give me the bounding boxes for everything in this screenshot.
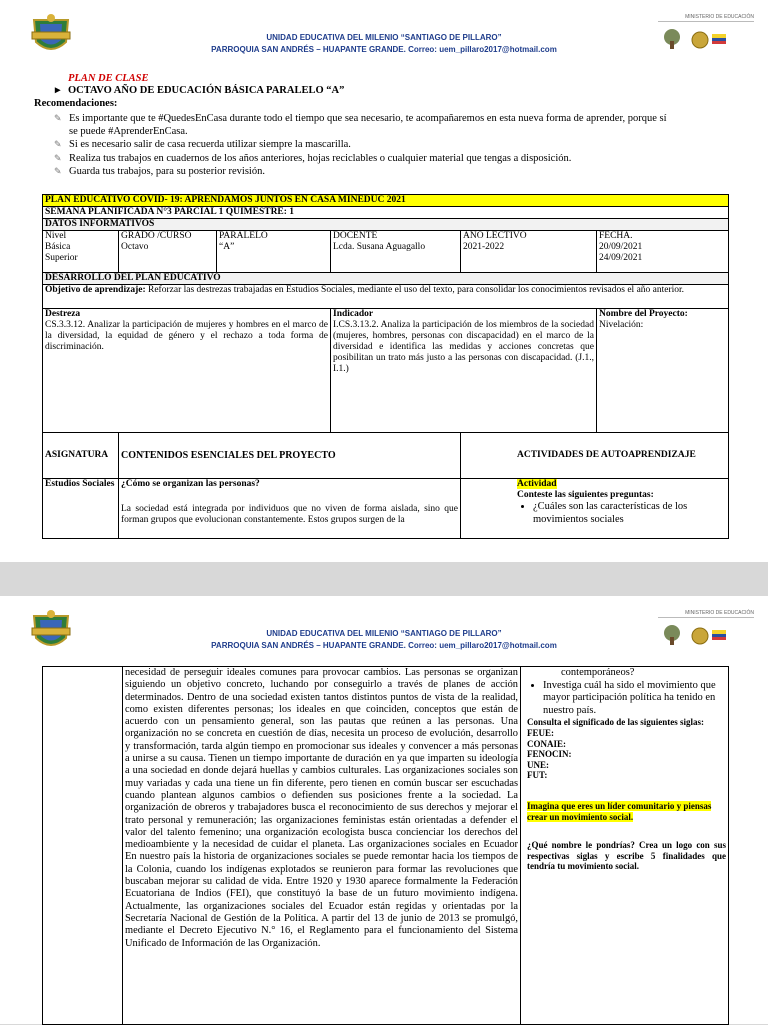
actividades-continued (521, 667, 729, 1025)
nivel-cell (43, 231, 119, 273)
asignatura-empty-cell (43, 667, 123, 1025)
indicador-text: I.CS.3.13.2. Analiza la participación de los miembros de la sociedad (mujeres, hombres, personas con discapacidad) en el marco de la diversidad e identifica las medidas y acciones concretas que posibilitan un trato más justo a las personas con discapacidad. (J.1., I.1.) (333, 320, 594, 374)
contenido-question: ¿Cómo se organizan las personas? (121, 479, 260, 489)
fecha-cell (597, 231, 729, 273)
plan-subtitle: OCTAVO AÑO DE EDUCACIÓN BÁSICA PARALELO “A” (68, 85, 345, 96)
contenido-continued: necesidad de perseguir ideales comunes para provocar cambios. Las personas se organizan siguiendo un objetivo concreto, luchando por conseguirlo a través de planes de acción determinados. Dentro de una sociedad existen tantos distintos puntos de vista de la realidad, como existen diferentes personas; los ideales en que coinciden, conceptos que están de acuerdo con un pensamiento general, son las pautas que reúnen a las personas. Una organización no se concreta en cuestión de días, necesita un proceso de evolución, desarrollo y transformación, tarda algún tiempo en promocionar sus ideales y convencer a más personas a unirse a su causa. Tienen un tiempo importante de duración en ya que imparten su ideología a una sociedad en donde dejará huellas y cambios culturales. Las organizaciones sociales son muy variadas y cada una tiene un fin diferente, pero tienen en común buscar ser escuchadas cuando plantean algunos cambios o defienden sus posiciones frente a la sociedad. La organización de obreros y trabajadores busca el reconocimiento de sus derechos y mejorar el trato personal y remuneración; las organizaciones feministas están orientadas a defender el valor del talento femenino; una organización ecologista busca concienciar los derechos del medioambiente y la necesidad de cuidar el planeta. Las organizaciones sociales en Ecuador En nuestro país la historia de organizaciones sociales se puede remontar hacia los tiempos de la Colonia, cuando los indígenas explotados se reunieron para formar las revoluciones que buscaban mejorar su calidad de vida. Entre 1920 y 1930 aparece formalmente la Federación Ecuatoriana de Indios (FEI), que constituyó la base de un futuro movimiento indígena. Actualmente, las organizaciones sociales del Ecuador están regidas y orientadas por la Secretaría Nacional de Gestión de la Política. A partir del 13 de junio de 2013 se promulgó, mediante el Decreto Ejecutivo N.° 16, el Reglamento para el funcionamiento del Sistema Unificado de Información de las Organización. (123, 667, 521, 1025)
national-seal-icon (690, 624, 728, 648)
contenido-cell (119, 479, 461, 539)
actividad-label: Actividad (517, 479, 557, 489)
consulta-label: Consulta el significado de las siguientes siglas: (527, 717, 705, 728)
question-item: • Investiga cuál ha sido el movimiento que mayor participación política ha tenido en nuestro país. (543, 680, 726, 718)
question-item: • ¿Cuáles son las características de los movimientos sociales (533, 501, 726, 526)
fecha-label: FECHA. (599, 231, 633, 241)
proyecto-cell (597, 309, 729, 433)
sigla-item: CONAIE: (527, 738, 567, 749)
document-page-2 (0, 596, 768, 1024)
pencil-icon: ✎ (54, 153, 62, 163)
objetivo-cell (43, 285, 729, 309)
header-address: PARROQUIA SAN ANDRÉS – HUAPANTE GRANDE. Correo: uem_pillaro2017@hotmail.com (211, 641, 557, 650)
tree-seal-icon (658, 623, 686, 647)
grado-value: Octavo (121, 242, 149, 252)
anio-cell (461, 231, 597, 273)
divider (658, 617, 754, 618)
nivel-value: Superior (45, 253, 78, 263)
proyecto-value: Nivelación: (599, 320, 644, 330)
lesson-plan-table-continued (42, 666, 729, 1025)
paralelo-cell (217, 231, 331, 273)
asignatura-header: ASIGNATURA (43, 433, 119, 479)
docente-cell (331, 231, 461, 273)
destreza-label: Destreza (45, 309, 81, 319)
plan-title: PLAN DE CLASE (68, 73, 149, 84)
sigla-item: FUT: (527, 770, 548, 781)
recommendation-item: Guarda tus trabajos, para su posterior revisión. (69, 166, 265, 177)
pencil-icon: ✎ (54, 113, 62, 123)
destreza-cell (43, 309, 331, 433)
paralelo-value: “A” (219, 242, 235, 252)
destreza-text: CS.3.3.12. Analizar la participación de mujeres y hombres en el marco de la diversidad, la equidad de género y el rechazo a toda forma de discriminación. (45, 320, 328, 352)
paralelo-label: PARALELO (219, 231, 268, 241)
divider (658, 21, 754, 22)
actividades-cell (461, 479, 729, 539)
anio-value: 2021-2022 (463, 242, 505, 252)
header-school-name: UNIDAD EDUCATIVA DEL MILENIO “SANTIAGO DE PILLARO” (266, 33, 502, 42)
header-school-name: UNIDAD EDUCATIVA DEL MILENIO “SANTIAGO DE PILLARO” (266, 629, 502, 638)
national-seal-icon (690, 28, 728, 52)
pencil-icon: ✎ (54, 166, 62, 176)
datos-informativos: DATOS INFORMATIVOS (43, 219, 729, 231)
indicador-label: Indicador (333, 309, 374, 319)
recommendations-heading: Recomendaciones: (34, 98, 118, 109)
nivel-value: Básica (45, 242, 71, 252)
contenidos-header: CONTENIDOS ESENCIALES DEL PROYECTO (119, 433, 461, 479)
semana-row: SEMANA PLANIFICADA N°3 PARCIAL 1 QUIMESTRE: 1 (43, 207, 729, 219)
ministry-label: MINISTERIO DE EDUCACIÓN (685, 610, 754, 616)
docente-value: Lcda. Susana Aguagallo (333, 242, 426, 252)
sigla-item: UNE: (527, 759, 549, 770)
sigla-item: FEUE: (527, 727, 554, 738)
grado-cell (119, 231, 217, 273)
lesson-plan-table (42, 194, 729, 539)
actividades-header: ACTIVIDADES DE AUTOAPRENDIZAJE (461, 433, 729, 479)
docente-label: DOCENTE (333, 231, 378, 241)
recommendation-item: Si es necesario salir de casa recuerda utilizar siempre la mascarilla. (69, 139, 351, 150)
fecha-value: 24/09/2021 (599, 253, 643, 263)
ministry-label: MINISTERIO DE EDUCACIÓN (685, 14, 754, 20)
grado-label: GRADO /CURSO (121, 231, 192, 241)
nivel-label: Nivel (45, 231, 67, 241)
tree-seal-icon (658, 27, 686, 51)
logo-question: ¿Qué nombre le pondrías? Crea un logo con sus respectivas siglas y escribe 5 finalidades que tendría tu movimiento social. (527, 840, 726, 872)
contenido-paragraph: La sociedad está integrada por individuos que no viven de forma aislada, sino que forman grupos que evolucionan constantemente. Estos grupos surgen de la (121, 504, 458, 525)
plan-subtitle-bullet: ▸ (55, 85, 61, 96)
plan-covid-title: PLAN EDUCATIVO COVID- 19: APRENDAMOS JUNTOS EN CASA MINEDUC 2021 (43, 195, 729, 207)
anio-label: AÑO LECTIVO (463, 231, 527, 241)
page-header (0, 0, 768, 62)
recommendation-item: se puede #AprenderEnCasa. (69, 126, 188, 137)
desarrollo-heading: DESARROLLO DEL PLAN EDUCATIVO (43, 273, 729, 285)
conteste-label: Conteste las siguientes preguntas: (517, 490, 654, 500)
asignatura-value: Estudios Sociales (43, 479, 119, 539)
objetivo-label: Objetivo de aprendizaje: (45, 285, 146, 295)
proyecto-label: Nombre del Proyecto: (599, 309, 688, 319)
sigla-item: FENOCIN: (527, 749, 572, 760)
imagina-prompt: Imagina que eres un líder comunitario y piensas crear un movimiento social. (527, 800, 712, 822)
page-header (0, 596, 768, 658)
recommendation-item: Es importante que te #QuedesEnCasa durante todo el tiempo que sea necesario, te acompañaremos en esta nueva forma de aprender, porque sí (69, 113, 667, 124)
objetivo-text: Reforzar las destrezas trabajadas en Estudios Sociales, mediante el uso del texto, para consolidar los conocimientos revisados el año anterior. (145, 285, 685, 295)
header-address: PARROQUIA SAN ANDRÉS – HUAPANTE GRANDE. Correo: uem_pillaro2017@hotmail.com (211, 45, 557, 54)
pencil-icon: ✎ (54, 139, 62, 149)
recommendation-item: Realiza tus trabajos en cuadernos de los años anteriores, hojas reciclables o cualquier material que tengas a disposición. (69, 153, 572, 164)
question-continued: contemporáneos? (561, 667, 635, 678)
fecha-value: 20/09/2021 (599, 242, 643, 252)
indicador-cell (331, 309, 597, 433)
